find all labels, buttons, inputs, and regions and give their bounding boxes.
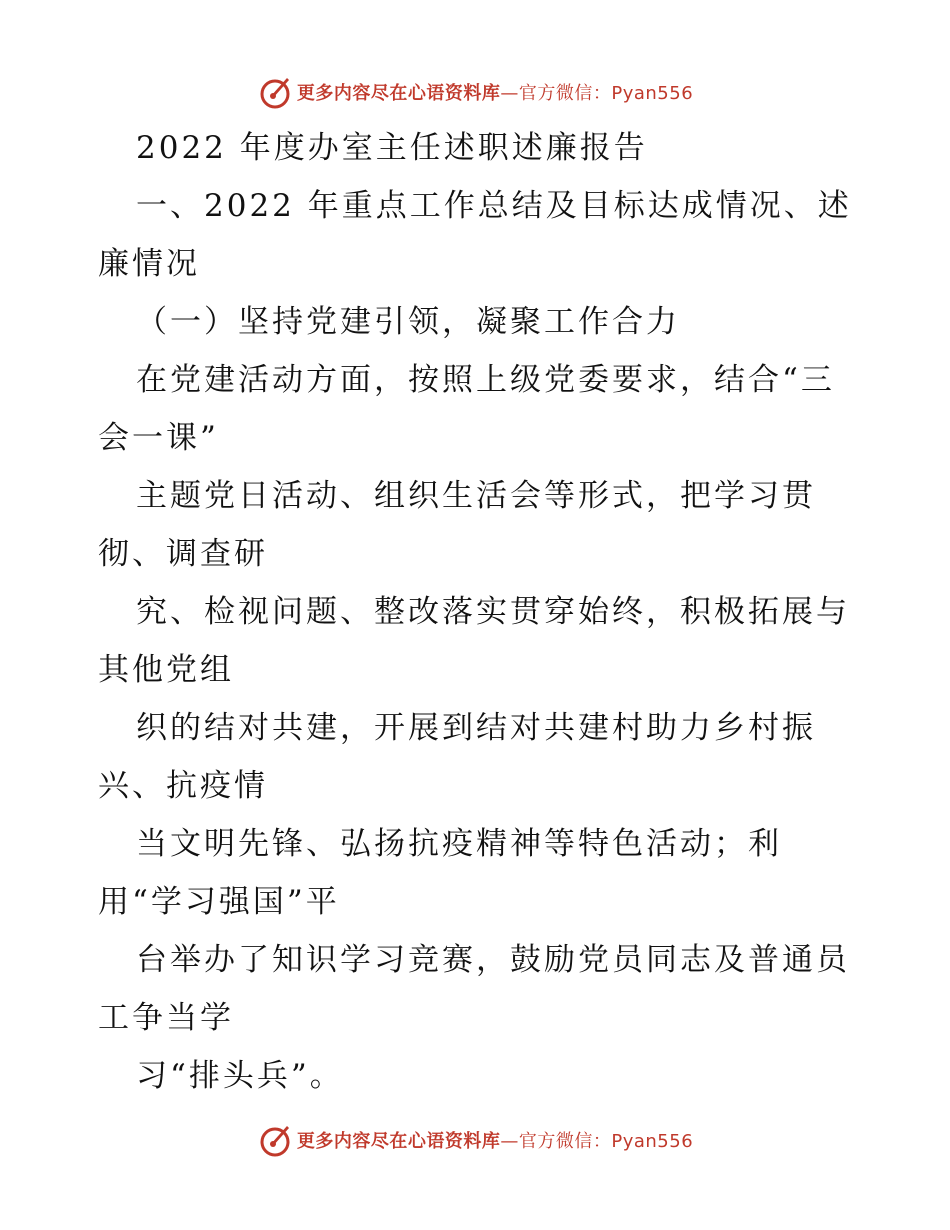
section-heading: 一、2022 年重点工作总结及目标达成情况、述 bbox=[136, 188, 852, 224]
subsection-heading: （一）坚持党建引领，凝聚工作合力 bbox=[136, 304, 680, 340]
paragraph-line: 彻、调查研 bbox=[98, 536, 268, 572]
watermark-brand: 更多内容尽在心语资料库 bbox=[296, 1131, 501, 1152]
paragraph-line: 用“学习强国”平 bbox=[98, 884, 340, 920]
header-watermark-banner bbox=[0, 72, 950, 112]
paragraph-line: 当文明先锋、弘扬抗疫精神等特色活动；利 bbox=[136, 826, 782, 862]
paragraph-line: 其他党组 bbox=[98, 652, 234, 688]
section-heading-cont: 廉情况 bbox=[98, 246, 200, 282]
document-title: 2022 年度办室主任述职述廉报告 bbox=[136, 130, 648, 166]
paragraph-line: 会一课” bbox=[98, 420, 219, 456]
watermark-text bbox=[297, 79, 693, 105]
quill-seal-icon bbox=[257, 1122, 293, 1158]
watermark-text bbox=[297, 1127, 693, 1153]
paragraph-line: 习“排头兵”。 bbox=[136, 1058, 344, 1094]
paragraph-line: 工争当学 bbox=[98, 1000, 234, 1036]
watermark-contact: —官方微信：Pyan556 bbox=[500, 1131, 694, 1152]
paragraph-line: 兴、抗疫情 bbox=[98, 768, 268, 804]
watermark-contact: —官方微信：Pyan556 bbox=[500, 83, 694, 104]
paragraph-line: 在党建活动方面，按照上级党委要求，结合“三 bbox=[136, 362, 835, 398]
paragraph-line: 究、检视问题、整改落实贯穿始终，积极拓展与 bbox=[136, 594, 850, 630]
watermark-brand: 更多内容尽在心语资料库 bbox=[296, 83, 501, 104]
quill-seal-icon bbox=[257, 74, 293, 110]
paragraph-line: 织的结对共建，开展到结对共建村助力乡村振 bbox=[136, 710, 816, 746]
footer-watermark-banner bbox=[0, 1120, 950, 1160]
paragraph-line: 主题党日活动、组织生活会等形式，把学习贯 bbox=[136, 478, 816, 514]
paragraph-line: 台举办了知识学习竞赛，鼓励党员同志及普通员 bbox=[136, 942, 850, 978]
